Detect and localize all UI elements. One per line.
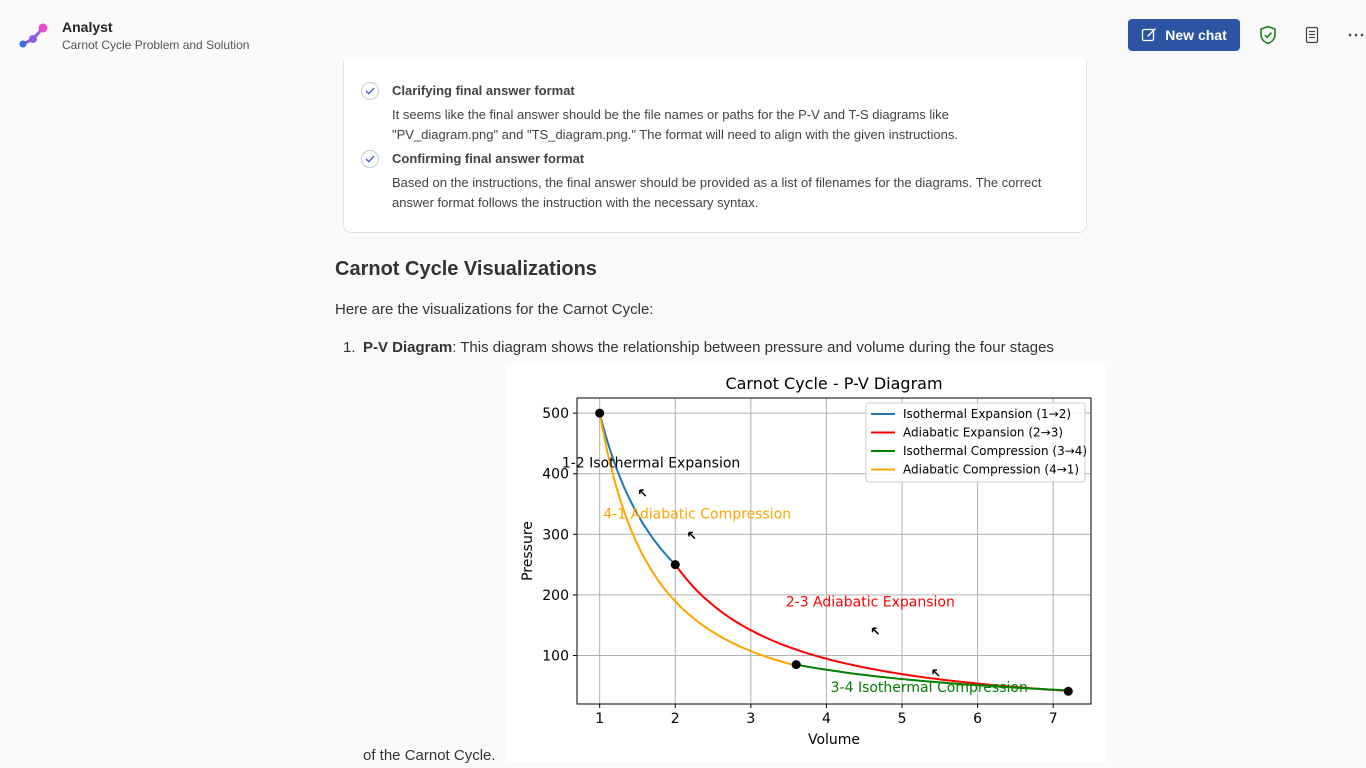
legend-entry: Isothermal Compression (3→4) bbox=[903, 444, 1088, 458]
check-icon bbox=[361, 82, 379, 100]
analyst-logo-icon bbox=[18, 20, 50, 52]
new-chat-label: New chat bbox=[1165, 27, 1227, 43]
annotation-arrow bbox=[873, 628, 879, 634]
section-heading: Carnot Cycle Visualizations bbox=[335, 258, 597, 280]
annotation-arrow bbox=[689, 533, 695, 539]
list-item-desc: : This diagram shows the relationship between pressure and volume during the four stages bbox=[452, 339, 1054, 356]
intro-text: Here are the visualizations for the Carnot Cycle: bbox=[335, 301, 654, 318]
reasoning-steps-card bbox=[343, 60, 1087, 233]
x-tick-label: 3 bbox=[746, 711, 756, 727]
step-text: Based on the instructions, the final answer should be provided as a list of filenames for the diagrams. The correct answer format follows the instruction with the necessary syntax. bbox=[392, 175, 1042, 210]
annotation-arrow bbox=[933, 670, 939, 676]
compose-icon bbox=[1141, 27, 1157, 43]
y-tick-label: 300 bbox=[542, 527, 569, 544]
app-name: Analyst bbox=[62, 19, 113, 35]
y-axis-label: Pressure bbox=[520, 521, 536, 581]
series-line bbox=[600, 413, 797, 666]
legend-entry: Adiabatic Expansion (2→3) bbox=[903, 425, 1064, 440]
more-options-icon[interactable] bbox=[1346, 24, 1366, 46]
x-tick-label: 1 bbox=[595, 711, 605, 727]
new-chat-button[interactable] bbox=[1128, 19, 1240, 51]
chart-title: Carnot Cycle - P-V Diagram bbox=[725, 374, 943, 393]
annotation-label: 1-2 Isothermal Expansion bbox=[561, 455, 741, 472]
list-item-tail: of the Carnot Cycle. bbox=[363, 747, 496, 764]
y-tick-label: 200 bbox=[542, 587, 569, 604]
annotation-label: 3-4 Isothermal Compression bbox=[830, 679, 1028, 696]
pv-diagram-chart bbox=[506, 364, 1106, 762]
x-tick-label: 6 bbox=[973, 711, 983, 727]
legend-entry: Isothermal Expansion (1→2) bbox=[903, 407, 1072, 421]
list-number: 1. bbox=[343, 339, 356, 356]
state-point bbox=[595, 409, 604, 418]
y-tick-label: 500 bbox=[542, 406, 569, 423]
y-tick-label: 100 bbox=[542, 648, 569, 665]
x-tick-label: 4 bbox=[821, 711, 831, 727]
state-point bbox=[671, 560, 680, 569]
series-line bbox=[675, 565, 1068, 691]
step-title: Clarifying final answer format bbox=[392, 83, 575, 98]
annotation-arrow bbox=[640, 490, 646, 496]
check-icon bbox=[361, 150, 379, 168]
document-icon[interactable] bbox=[1302, 24, 1322, 46]
annotation-label: 4-1 Adiabatic Compression bbox=[603, 506, 792, 523]
list-item-bold: P-V Diagram bbox=[363, 339, 453, 356]
x-tick-label: 2 bbox=[670, 711, 680, 727]
conversation-title: Carnot Cycle Problem and Solution bbox=[62, 38, 250, 52]
annotation-label: 2-3 Adiabatic Expansion bbox=[785, 594, 955, 611]
state-point bbox=[792, 660, 801, 669]
step-title: Confirming final answer format bbox=[392, 151, 585, 166]
y-tick-label: 400 bbox=[542, 466, 569, 483]
legend-entry: Adiabatic Compression (4→1) bbox=[903, 462, 1080, 477]
state-point bbox=[1064, 687, 1073, 696]
series-line bbox=[600, 413, 676, 564]
x-tick-label: 7 bbox=[1048, 711, 1058, 727]
list-item-text bbox=[363, 339, 1054, 356]
x-tick-label: 5 bbox=[897, 711, 907, 727]
step-text: It seems like the final answer should be the file names or paths for the P-V and T-S diagrams like "PV_diagram.png" and "TS_diagram.png." The format will need to align with the given instructions. bbox=[392, 107, 958, 142]
x-axis-label: Volume bbox=[807, 732, 861, 748]
pv-diagram-svg bbox=[506, 364, 1106, 762]
shield-check-icon[interactable] bbox=[1258, 24, 1278, 46]
